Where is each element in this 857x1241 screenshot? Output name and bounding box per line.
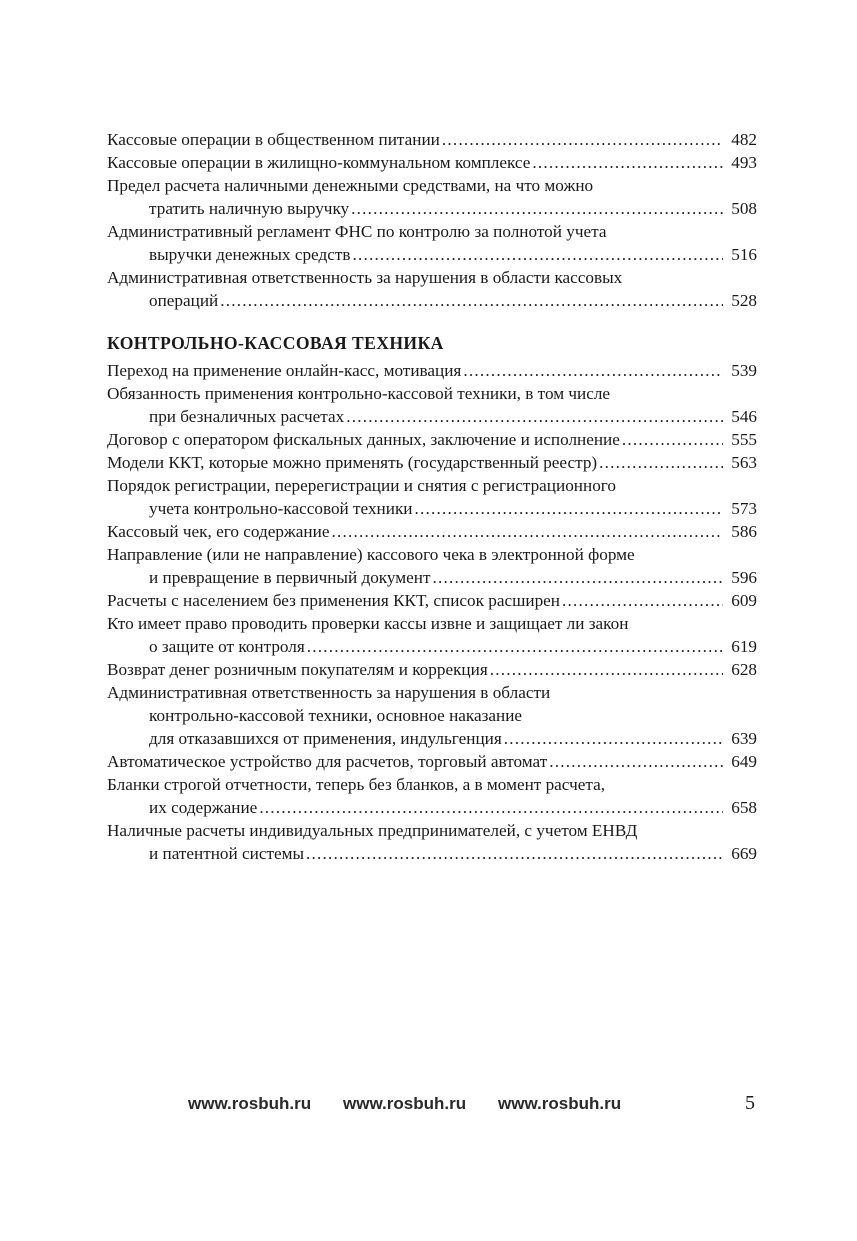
toc-entry-page-number: 528: [731, 291, 757, 310]
toc-entry-page-number: 669: [731, 844, 757, 863]
toc-entry-title-line: и патентной системы: [149, 844, 305, 863]
toc-entry[interactable]: [107, 543, 757, 589]
dot-leader: [622, 428, 723, 451]
toc-entry-title-line: Бланки строгой отчетности, теперь без бланков, а в момент расчета,: [107, 775, 606, 794]
toc-entry-title-line: Административная ответственность за нарушения в области кассовых: [107, 268, 623, 287]
toc-entry-title-line: о защите от контроля: [149, 637, 305, 656]
toc-entry-title-line: Кассовые операции в общественном питании: [107, 130, 440, 149]
toc-entry[interactable]: [107, 612, 757, 658]
toc-entry[interactable]: [107, 750, 757, 773]
toc-entry-title-line: при безналичных расчетах: [149, 407, 345, 426]
section-title: КОНТРОЛЬНО-КАССОВАЯ ТЕХНИКА: [107, 333, 444, 353]
toc-entry-page-number: 493: [731, 153, 757, 172]
toc-entry[interactable]: [107, 382, 757, 428]
toc-entry[interactable]: [107, 266, 757, 312]
toc-entry-title-line: Направление (или не направление) кассового чека в электронной форме: [107, 545, 635, 564]
toc-entry-page-number: 658: [731, 798, 757, 817]
toc-entry-title-line: тратить наличную выручку: [149, 199, 350, 218]
toc-entry[interactable]: [107, 474, 757, 520]
toc-entry-title-line: Переход на применение онлайн-касс, мотивация: [107, 361, 462, 380]
page-number: 5: [745, 1092, 755, 1114]
toc-entry-title-line: и превращение в первичный документ: [149, 568, 431, 587]
toc-entry-page-number: 639: [731, 729, 757, 748]
toc-entry-page-number: 573: [731, 499, 757, 518]
toc-entry-title-line: Автоматическое устройство для расчетов, торговый автомат: [107, 752, 548, 771]
toc-entry-title-line: Административный регламент ФНС по контролю за полнотой учета: [107, 222, 607, 241]
toc-entry-title-line: Порядок регистрации, перерегистрации и снятия с регистрационного: [107, 476, 617, 495]
toc-entry[interactable]: [107, 128, 757, 151]
toc-entry-page-number: 516: [731, 245, 757, 264]
toc-entry-title-line: Кассовые операции в жилищно-коммунальном комплексе: [107, 153, 531, 172]
toc-entry-title-line: Договор с оператором фискальных данных, заключение и исполнение: [107, 430, 620, 449]
dot-leader: [532, 151, 723, 174]
toc-entry-title-line: их содержание: [149, 798, 258, 817]
dot-leader: [504, 727, 723, 750]
toc-entry-title-line: Предел расчета наличными денежными средствами, на что можно: [107, 176, 594, 195]
toc-entry-title-line: операций: [149, 291, 219, 310]
toc-entry-page-number: 555: [731, 430, 757, 449]
toc-entry-title-line: Модели ККТ, которые можно применять (государственный реестр): [107, 453, 598, 472]
toc-entry[interactable]: [107, 428, 757, 451]
dot-leader: [351, 197, 723, 220]
toc-entry[interactable]: [107, 819, 757, 865]
toc-entry-title-line: Административная ответственность за нарушения в области: [107, 683, 551, 702]
toc-entry-page-number: 563: [731, 453, 757, 472]
toc-entry-page-number: 628: [731, 660, 757, 679]
toc-entry-page-number: 539: [731, 361, 757, 380]
toc-entry-title-line: Возврат денег розничным покупателям и коррекция: [107, 660, 488, 679]
page-footer: [0, 1094, 857, 1118]
toc-group-cash-operations: [107, 128, 757, 312]
toc-entry-page-number: 586: [731, 522, 757, 541]
dot-leader: [331, 520, 723, 543]
toc-entry-title-line: Обязанность применения контрольно-кассовой техники, в том числе: [107, 384, 611, 403]
toc-entry[interactable]: [107, 773, 757, 819]
dot-leader: [415, 497, 723, 520]
dot-leader: [433, 566, 724, 589]
dot-leader: [220, 289, 723, 312]
toc-entry[interactable]: [107, 520, 757, 543]
toc-entry-title-line: Кто имеет право проводить проверки кассы извне и защищает ли закон: [107, 614, 629, 633]
toc-entry-title-line: для отказавшихся от применения, индульгенция: [149, 729, 502, 748]
toc-entry[interactable]: [107, 359, 757, 382]
toc-entry-page-number: 609: [731, 591, 757, 610]
footer-url[interactable]: www.rosbuh.ru: [498, 1094, 622, 1113]
toc-entry-page-number: 649: [731, 752, 757, 771]
toc-entry-title-line: учета контрольно-кассовой техники: [149, 499, 413, 518]
toc-entry-title-line: контрольно-кассовой техники, основное наказание: [149, 706, 523, 725]
toc-entry-page-number: 546: [731, 407, 757, 426]
toc-entry-title-line: Кассовый чек, его содержание: [107, 522, 330, 541]
toc-entry[interactable]: [107, 151, 757, 174]
toc-entry[interactable]: [107, 589, 757, 612]
footer-url[interactable]: www.rosbuh.ru: [343, 1094, 467, 1113]
toc-entry[interactable]: [107, 220, 757, 266]
toc-entry[interactable]: [107, 451, 757, 474]
toc-entry-page-number: 508: [731, 199, 757, 218]
toc-entry-page-number: 596: [731, 568, 757, 587]
toc-group-cash-register-equipment: [107, 359, 757, 865]
dot-leader: [352, 243, 723, 266]
toc-entry-title-line: Расчеты с населением без применения ККТ, список расширен: [107, 591, 560, 610]
toc-entry-page-number: 482: [731, 130, 757, 149]
dot-leader: [442, 128, 723, 151]
toc-entry[interactable]: [107, 174, 757, 220]
toc-entry[interactable]: [107, 658, 757, 681]
dot-leader: [259, 796, 723, 819]
toc-entry[interactable]: [107, 681, 757, 750]
footer-url[interactable]: www.rosbuh.ru: [188, 1094, 312, 1113]
dot-leader: [490, 658, 723, 681]
dot-leader: [346, 405, 723, 428]
dot-leader: [463, 359, 723, 382]
dot-leader: [306, 842, 723, 865]
dot-leader: [307, 635, 723, 658]
toc-entry-title-line: Наличные расчеты индивидуальных предпринимателей, с учетом ЕНВД: [107, 821, 638, 840]
toc-entry-page-number: 619: [731, 637, 757, 656]
table-of-contents: [107, 128, 757, 865]
dot-leader: [599, 451, 723, 474]
toc-entry-title-line: выручки денежных средств: [149, 245, 351, 264]
dot-leader: [549, 750, 723, 773]
dot-leader: [562, 589, 723, 612]
